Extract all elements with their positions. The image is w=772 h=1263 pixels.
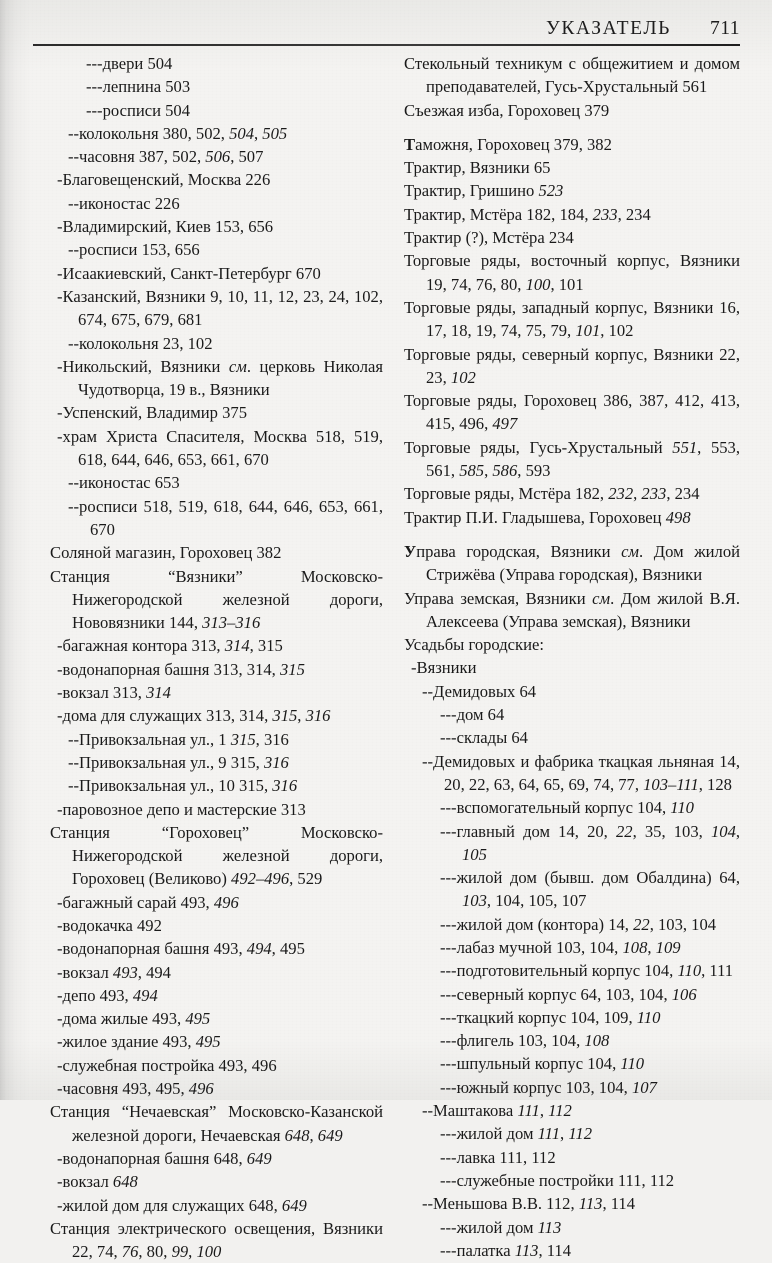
index-column-left (50, 52, 383, 1263)
index-entry: ---ткацкий корпус 104, 109, 110 (440, 1007, 661, 1027)
index-entry: -водокачка 492 (57, 915, 162, 935)
index-entry: -храм Христа Спасителя, Москва 518, 519, 618, 644, 646, 653, 661, 670 (57, 426, 383, 470)
index-entry: Трактир П.И. Гладышева, Гороховец 498 (404, 507, 691, 527)
index-entry: ---лепнина 503 (86, 77, 191, 97)
index-entry: Стекольный техникум с общежитием и домом преподавателей, Гусь-Хрустальный 561 (404, 54, 740, 97)
index-entry: --Привокзальная ул., 1 315, 316 (68, 729, 289, 749)
index-entry: --часовня 387, 502, 506, 507 (68, 147, 264, 167)
index-entry: -дома для служащих 313, 314, 315, 316 (57, 706, 331, 726)
index-entry: ---южный корпус 103, 104, 107 (440, 1077, 657, 1097)
index-entry: ---служебные постройки 111, 112 (440, 1170, 675, 1190)
index-entry: Торговые ряды, западный корпус, Вязники 16, 17, 18, 19, 74, 75, 79, 101, 102 (404, 297, 740, 341)
index-entry: -жилое здание 493, 495 (57, 1032, 221, 1052)
index-entry: -служебная постройка 493, 496 (57, 1055, 277, 1075)
index-entry: --Маштакова 111, 112 (422, 1101, 572, 1121)
index-entry: -часовня 493, 495, 496 (57, 1079, 214, 1099)
index-entry: Съезжая изба, Гороховец 379 (404, 100, 610, 120)
index-entry: --Меньшова В.В. 112, 113, 114 (422, 1194, 636, 1214)
index-entry: Станция “Вязники” Московско-Нижегородской железной дороги, Нововязники 144, 313–316 (50, 566, 383, 633)
index-entry: --росписи 518, 519, 618, 644, 646, 653, 661, 670 (68, 496, 383, 539)
index-entry: ---жилой дом (бывш. дом Обалдина) 64, 103, 104, 105, 107 (440, 868, 740, 911)
index-entry: -водонапорная башня 313, 314, 315 (57, 659, 305, 679)
index-entry: -депо 493, 494 (57, 985, 158, 1005)
index-entry: Усадьбы городские: (404, 635, 544, 655)
index-entry: -водонапорная башня 648, 649 (57, 1148, 272, 1168)
page-title: УКАЗАТЕЛЬ (546, 18, 671, 39)
index-entry: Трактир, Гришино 523 (404, 181, 564, 201)
page-number: 711 (709, 18, 740, 39)
index-entry: -вокзал 313, 314 (57, 683, 171, 703)
index-entry: -паровозное депо и мастерские 313 (57, 799, 306, 819)
index-entry: --иконостас 653 (68, 473, 180, 493)
index-entry: Торговые ряды, восточный корпус, Вязники 19, 74, 76, 80, 100, 101 (404, 251, 740, 294)
index-entry: Торговые ряды, Мстёра 182, 232, 233, 234 (404, 484, 700, 504)
index-entry: -багажный сарай 493, 496 (57, 892, 239, 912)
index-entry: -вокзал 493, 494 (57, 962, 171, 982)
index-entry: Станция “Гороховец” Московско-Нижегородской железной дороги, Гороховец (Великово) 492–496, 529 (50, 822, 383, 889)
index-entry: Торговые ряды, северный корпус, Вязники 22, 23, 102 (404, 344, 740, 387)
index-entry: --колокольня 23, 102 (68, 333, 213, 353)
index-entry: ---двери 504 (86, 54, 173, 73)
index-entry: Станция “Нечаевская” Московско-Казанской железной дороги, Нечаевская 648, 649 (50, 1102, 383, 1145)
index-entry: ---главный дом 14, 20, 22, 35, 103, 104, 105 (440, 821, 741, 864)
index-entry: ---шпульный корпус 104, 110 (440, 1054, 645, 1074)
index-entry: Торговые ряды, Гусь-Хрустальный 551, 553, 561, 585, 586, 593 (404, 437, 740, 481)
index-entry: Управа городская, Вязники см. Дом жилой Стрижёва (Управа городская), Вязники (404, 541, 740, 585)
index-entry: -жилой дом для служащих 648, 649 (57, 1195, 307, 1215)
index-entry: -Благовещенский, Москва 226 (57, 170, 271, 190)
index-entry: Соляной магазин, Гороховец 382 (50, 543, 282, 563)
index-entry: ---палатка 113, 114 (440, 1240, 572, 1260)
index-entry: Станция электрического освещения, Вязники 22, 74, 76, 80, 99, 100 (50, 1218, 383, 1262)
index-entry: ---склады 64 (440, 728, 528, 748)
index-entry: -багажная контора 313, 314, 315 (57, 636, 283, 656)
index-entry: Управа земская, Вязники см. Дом жилой В.Я. Алексеева (Управа земская), Вязники (404, 588, 740, 631)
header-rule (33, 44, 740, 46)
index-column-right (404, 52, 740, 1262)
running-head (33, 18, 740, 44)
index-entry: ---северный корпус 64, 103, 104, 106 (440, 984, 697, 1004)
index-entry: -Вязники (411, 658, 477, 678)
index-entry: ---дом 64 (440, 705, 505, 725)
index-entry: --Демидовых 64 (422, 681, 537, 701)
index-entry: ---флигель 103, 104, 108 (440, 1031, 610, 1051)
index-entry: -Успенский, Владимир 375 (57, 403, 248, 423)
index-entry: ---росписи 504 (86, 100, 190, 120)
index-entry: ---лавка 111, 112 (440, 1147, 556, 1167)
index-entry: Трактир, Мстёра 182, 184, 233, 234 (404, 204, 651, 224)
index-entry: --Привокзальная ул., 10 315, 316 (68, 776, 298, 796)
section-gap (404, 529, 740, 540)
index-entry: --колокольня 380, 502, 504, 505 (68, 123, 288, 143)
index-entry: --иконостас 226 (68, 193, 180, 213)
index-entry: Трактир (?), Мстёра 234 (404, 228, 574, 248)
index-entry: --Привокзальная ул., 9 315, 316 (68, 752, 289, 772)
index-entry: -Казанский, Вязники 9, 10, 11, 12, 23, 24, 102, 674, 675, 679, 681 (57, 286, 383, 330)
section-gap (404, 122, 740, 133)
index-entry: Таможня, Гороховец 379, 382 (404, 134, 612, 154)
index-entry: -Исаакиевский, Санкт-Петербург 670 (57, 263, 321, 283)
index-entry: -вокзал 648 (57, 1172, 138, 1192)
index-entry: Трактир, Вязники 65 (404, 158, 551, 178)
index-entry: -Владимирский, Киев 153, 656 (57, 217, 274, 237)
index-entry: --Демидовых и фабрика ткацкая льняная 14, 20, 22, 63, 64, 65, 69, 74, 77, 103–111, 128 (422, 751, 740, 794)
index-entry: -Никольский, Вязники см. церковь Николая Чудотворца, 19 в., Вязники (57, 356, 383, 400)
index-entry: -водонапорная башня 493, 494, 495 (57, 939, 305, 959)
index-entry: ---подготовительный корпус 104, 110, 111 (440, 961, 734, 981)
index-entry: -дома жилые 493, 495 (57, 1009, 211, 1029)
index-entry: ---лабаз мучной 103, 104, 108, 109 (440, 937, 681, 957)
index-entry: ---жилой дом (контора) 14, 22, 103, 104 (440, 914, 717, 934)
index-entry: ---вспомогательный корпус 104, 110 (440, 798, 694, 818)
index-entry: ---жилой дом 113 (440, 1217, 562, 1237)
index-entry: ---жилой дом 111, 112 (440, 1124, 593, 1144)
index-entry: --росписи 153, 656 (68, 240, 200, 260)
index-entry: Торговые ряды, Гороховец 386, 387, 412, 413, 415, 496, 497 (404, 391, 740, 434)
